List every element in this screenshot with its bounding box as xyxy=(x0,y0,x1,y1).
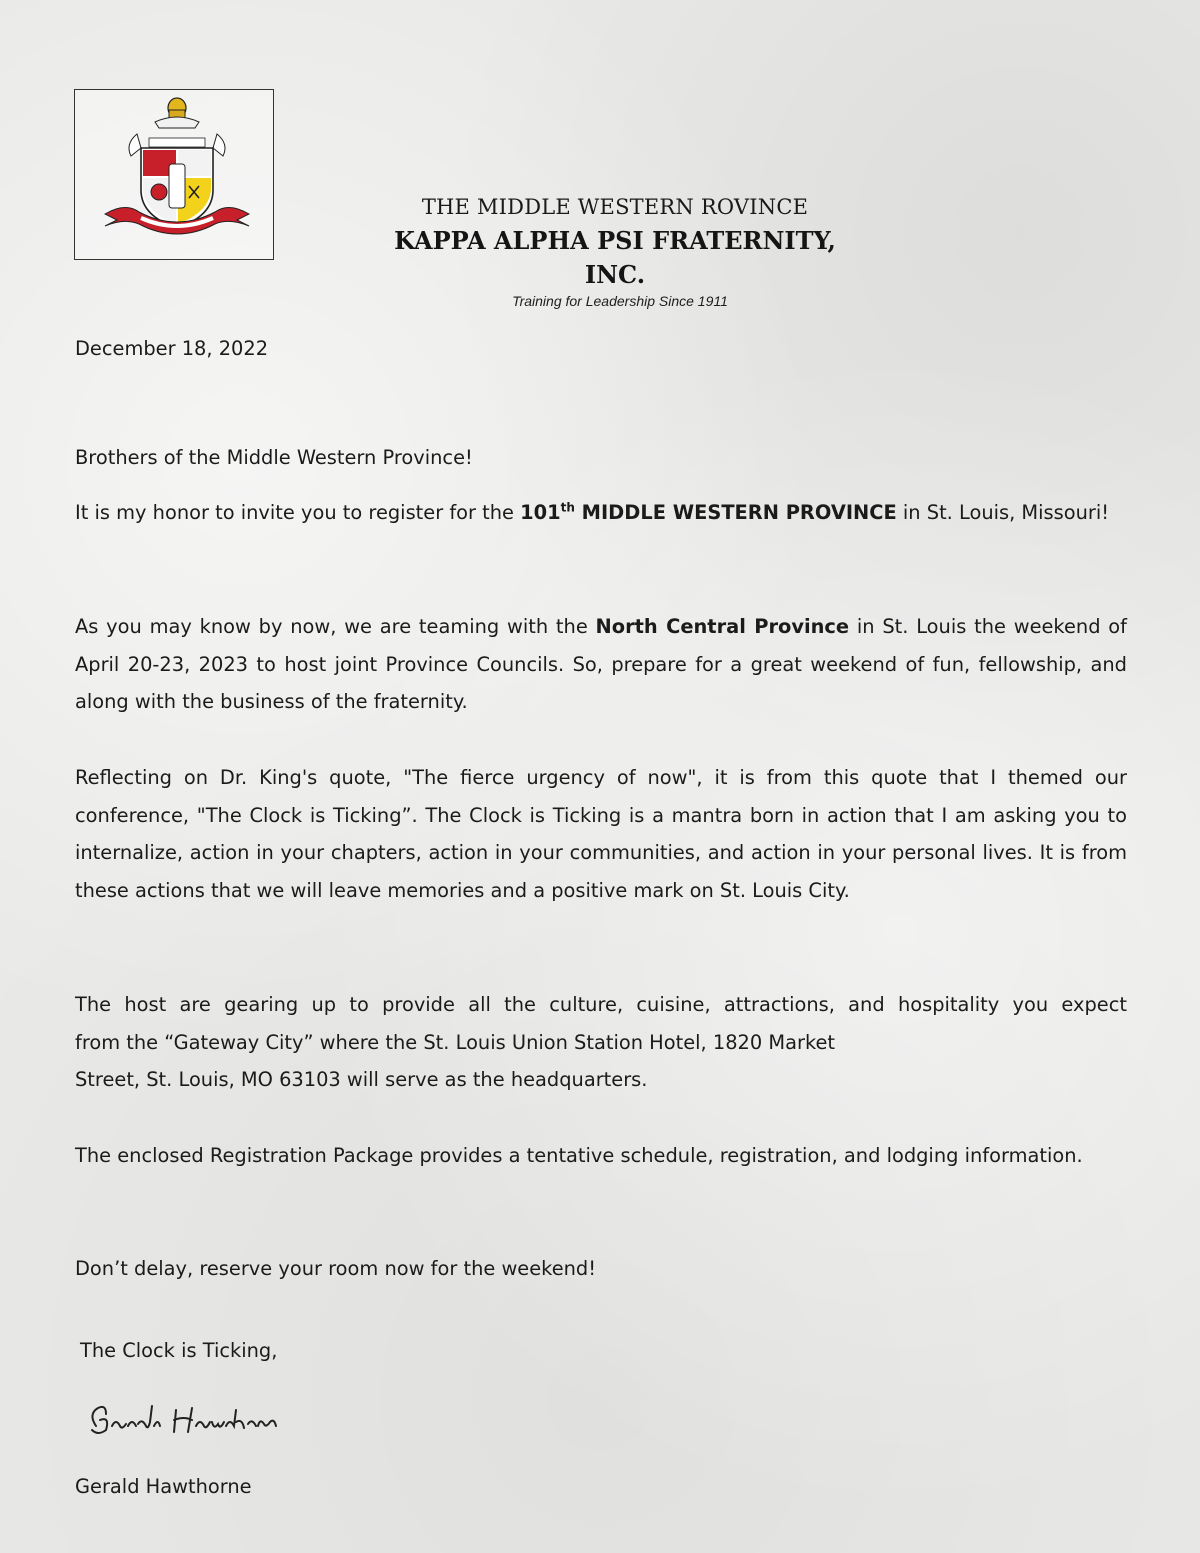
partner-province: North Central Province xyxy=(595,615,850,638)
paragraph-registration: The enclosed Registration Package provides a tentative schedule, registration, and lodging information. xyxy=(75,1144,1083,1167)
paragraph-theme: Reflecting on Dr. King's quote, "The fierce urgency of now", it is from this quote that I themed our conference, "The Clock is Ticking”. The Clock is Ticking is a mantra born in action that I am asking you to internalize, action in your chapters, action in your communities, and action in your personal lives. It is from these actions that we will leave memories and a positive mark on St. Louis City. xyxy=(75,766,1127,902)
event-ordinal: th xyxy=(560,500,575,515)
invitation-text-post: in St. Louis, Missouri! xyxy=(896,501,1110,524)
joint-text-post: in St. Louis the weekend of April 20-23, 2023 to host joint Province Councils. So, prepare for a great weekend of fun, fellowship, and along with the business of the fraternity. xyxy=(75,615,1127,714)
fraternity-crest-icon xyxy=(85,94,265,256)
letterhead xyxy=(360,193,870,310)
joint-text-pre: As you may know by now, we are teaming with the xyxy=(75,615,596,638)
host-line-3: Street, St. Louis, MO 63103 will serve as the headquarters. xyxy=(75,1068,648,1092)
host-line-1: The host are gearing up to provide all the culture, cuisine, attractions, and hospitality you expect xyxy=(75,993,1127,1016)
helmet-icon xyxy=(155,98,199,128)
event-title xyxy=(520,501,897,524)
paragraph-host-city xyxy=(75,986,1127,1099)
invitation-text-pre: It is my honor to invite you to register for the xyxy=(75,501,521,524)
event-name: MIDDLE WESTERN PROVINCE xyxy=(574,501,897,524)
paragraph-invitation xyxy=(75,494,1127,532)
province-name: THE MIDDLE WESTERN ROVINCE xyxy=(421,195,809,219)
letter-greeting: Brothers of the Middle Western Province! xyxy=(75,446,473,469)
paragraph-joint-councils xyxy=(75,608,1127,721)
signer-name: Gerald Hawthorne xyxy=(75,1475,252,1498)
letter-date: December 18, 2022 xyxy=(75,337,269,360)
letter-closing: The Clock is Ticking, xyxy=(80,1339,278,1362)
handwritten-signature xyxy=(84,1396,284,1446)
crest-logo-box xyxy=(74,89,274,260)
fraternity-name: KAPPA ALPHA PSI FRATERNITY, INC. xyxy=(394,226,836,289)
paragraph-call-to-action: Don’t delay, reserve your room now for the weekend! xyxy=(75,1257,597,1280)
fraternity-motto: Training for Leadership Since 1911 xyxy=(512,293,728,309)
host-line-2: from the “Gateway City” where the St. Louis Union Station Hotel, 1820 Market xyxy=(75,1030,836,1054)
signature-image xyxy=(84,1396,284,1450)
event-number: 101 xyxy=(520,501,561,524)
